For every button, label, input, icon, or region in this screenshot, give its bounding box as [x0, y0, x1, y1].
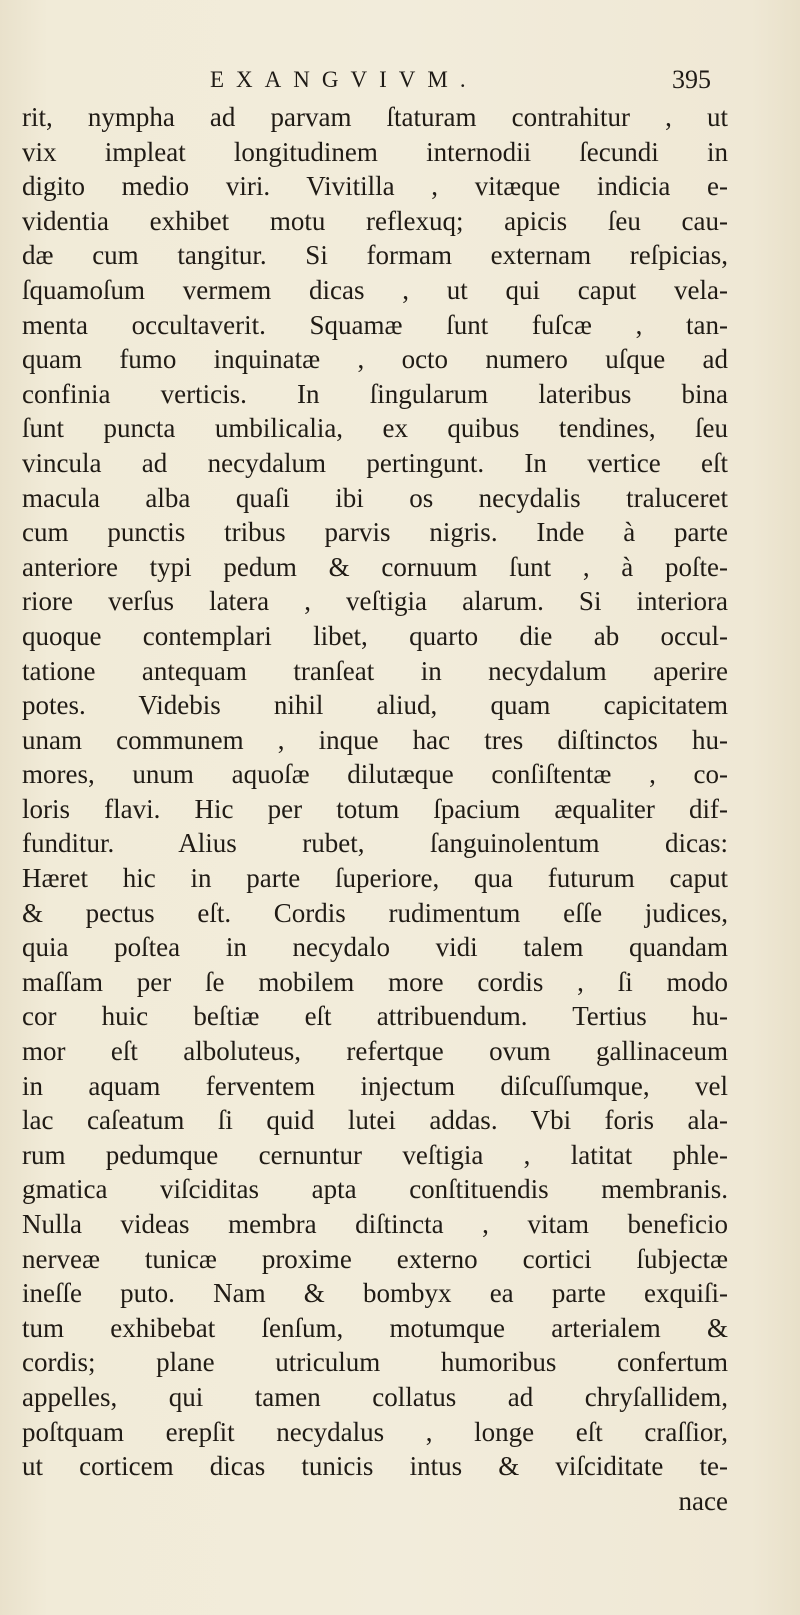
- text-line: videntia exhibet motu reflexuq; apicis ſeu cau-: [22, 205, 728, 236]
- text-line: vincula ad necydalum pertingunt. In vertice eſt: [22, 447, 728, 478]
- text-line: tum exhibebat ſenſum, motumque arterialem &: [22, 1312, 728, 1343]
- text-line: in aquam ferventem injectum diſcuſſumque, vel: [22, 1070, 728, 1101]
- text-line: funditur. Alius rubet, ſanguinolentum dicas:: [22, 828, 728, 859]
- text-line: Nulla videas membra diſtincta , vitam beneficio: [22, 1209, 728, 1239]
- text-line: nerveæ tunicæ proxime externo cortici ſubjectæ: [22, 1243, 728, 1274]
- text-line: menta occultaverit. Squamæ ſunt fuſcæ , tan-: [22, 309, 728, 340]
- text-line: rit, nympha ad parvam ſtaturam contrahitur , ut: [22, 102, 728, 132]
- running-title: EXANGVIVM.: [210, 67, 478, 92]
- text-line: cum punctis tribus parvis nigris. Inde à parte: [22, 517, 728, 548]
- text-line: ſunt puncta umbilicalia, ex quibus tendines, ſeu: [22, 413, 728, 444]
- text-line: vix impleat longitudinem internodii ſecundi in: [22, 136, 728, 167]
- text-line: gmatica viſciditas apta conſtituendis membranis.: [22, 1174, 728, 1205]
- text-line: appelles, qui tamen collatus ad chryſallidem,: [22, 1381, 728, 1412]
- text-line: potes. Videbis nihil aliud, quam capicitatem: [22, 690, 728, 721]
- body-text: [22, 100, 728, 1518]
- text-line: ineſſe puto. Nam & bombyx ea parte exquiſi-: [22, 1278, 728, 1309]
- text-line: maſſam per ſe mobilem more cordis , ſi modo: [22, 966, 728, 997]
- text-line: anteriore typi pedum & cornuum ſunt , à poſte-: [22, 551, 728, 582]
- text-line: lac caſeatum ſi quid lutei addas. Vbi foris ala-: [22, 1105, 728, 1136]
- page-header: [0, 64, 800, 96]
- text-line: dæ cum tangitur. Si formam externam reſpicias,: [22, 240, 728, 271]
- text-line: poſtquam erepſit necydalus , longe eſt craſſior,: [22, 1416, 728, 1447]
- text-line: digito medio viri. Vivitilla , vitæque indicia e-: [22, 171, 728, 202]
- text-line: tatione antequam tranſeat in necydalum aperire: [22, 655, 728, 686]
- text-line: & pectus eſt. Cordis rudimentum eſſe judices,: [22, 897, 728, 928]
- text-line: riore verſus latera , veſtigia alarum. Si interiora: [22, 586, 728, 617]
- text-line: mores, unum aquoſæ dilutæque conſiſtentæ , co-: [22, 759, 728, 790]
- text-line: cor huic beſtiæ eſt attribuendum. Tertius hu-: [22, 1001, 728, 1032]
- text-line: Hæret hic in parte ſuperiore, qua futurum caput: [22, 863, 728, 894]
- text-line: cordis; plane utriculum humoribus confertum: [22, 1347, 728, 1378]
- text-line: confinia verticis. In ſingularum lateribus bina: [22, 378, 728, 409]
- text-line: macula alba quaſi ibi os necydalis traluceret: [22, 482, 728, 513]
- page-number: 395: [672, 65, 711, 94]
- text-line: quia poſtea in necydalo vidi talem quandam: [22, 932, 728, 963]
- text-line: mor eſt alboluteus, refertque ovum gallinaceum: [22, 1036, 728, 1067]
- text-line: rum pedumque cernuntur veſtigia , latitat phle-: [22, 1139, 728, 1170]
- text-line: ut corticem dicas tunicis intus & viſciditate te-: [22, 1451, 728, 1482]
- text-line: quoque contemplari libet, quarto die ab occul-: [22, 620, 728, 651]
- catchword: nace: [678, 1485, 728, 1516]
- text-line: quam fumo inquinatæ , octo numero uſque ad: [22, 344, 728, 375]
- text-line: unam communem , inque hac tres diſtinctos hu-: [22, 724, 728, 755]
- text-line: ſquamoſum vermem dicas , ut qui caput vela-: [22, 274, 728, 305]
- text-line: loris flavi. Hic per totum ſpacium æqualiter dif-: [22, 793, 728, 824]
